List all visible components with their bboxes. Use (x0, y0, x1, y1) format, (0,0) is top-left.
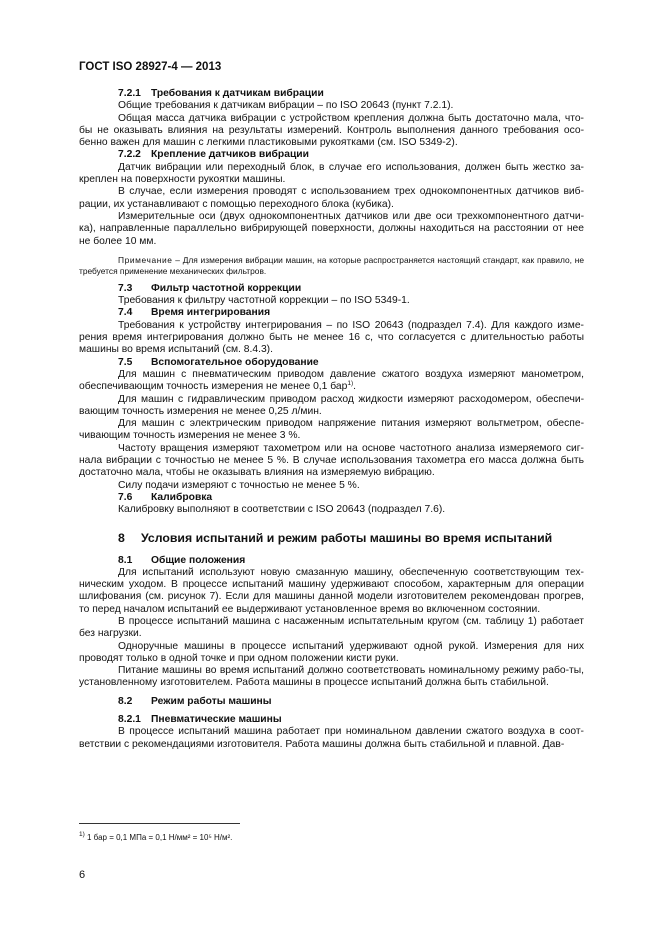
footnote-reference: 1) (347, 380, 354, 388)
section-title: Время интегрирования (151, 307, 271, 319)
heading-7-3 (79, 283, 584, 295)
paragraph: Калибровку выполняют в соответствии с ISO 20643 (подраздел 7.6). (118, 504, 446, 516)
heading-7-4 (79, 307, 584, 319)
note-text: – Для измерения вибрации машин, на которые распространяется настоящий стандарт, как правило, не требуется применение механических фильтров. (79, 254, 584, 276)
section-title: Крепление датчиков вибрации (151, 149, 309, 161)
paragraph: В процессе испытаний машина с насаженным испытательным кругом (см. таблицу 1) работает без нагрузки. (79, 615, 584, 640)
paragraph: Общие требования к датчикам вибрации – по ISO 20643 (пункт 7.2.1). (118, 100, 454, 112)
section-number: 8.2 (118, 695, 133, 707)
paragraph (79, 369, 584, 394)
paragraph: Датчик вибрации или переходный блок, в случае его использования, должен быть жестко за-креплен на поверхности рукоятки машины. (79, 161, 584, 186)
section-number: 7.3 (118, 282, 133, 294)
paragraph-text: Для машин с пневматическим приводом давление сжатого воздуха измеряют манометром, обеспечивающим точность измерения не менее 0,1 бар (79, 368, 584, 393)
section-number: 7.2.1 (118, 88, 141, 99)
note-label: Примечание (118, 254, 173, 265)
paragraph: Одноручные машины в процессе испытаний удерживают одной рукой. Измерения для них проводят только в одной точке и при одном положении кисти руки. (79, 640, 584, 664)
section-title: Режим работы машины (151, 695, 272, 707)
paragraph: Частоту вращения измеряют тахометром или на основе частотного анализа измеряемого сиг-нала вибрации с точностью не менее 5 %. В случае использования тахометра его масса должна быть достаточно мала, чтобы не оказывать влияния на измеряемую вибрацию. (79, 442, 584, 479)
paragraph: Для машин с электрическим приводом напряжение питания измеряют вольтметром, обеспе-чивающим точность измерения не менее 3 %. (79, 418, 584, 442)
heading-8-2 (79, 696, 584, 708)
section-title: Общие положения (151, 554, 246, 566)
section-number: 8.1 (118, 554, 133, 566)
paragraph: Силу подачи измеряют с точностью не менее 5 %. (118, 479, 360, 491)
section-number: 7.6 (118, 491, 133, 503)
footnote-text: 1 бар = 0,1 МПа = 0,1 Н/мм² = 10⁵ Н/м². (84, 833, 233, 842)
heading-7-6 (79, 492, 584, 504)
section-title: Калибровка (151, 491, 213, 503)
paragraph: В случае, если измерения проводят с использованием трех однокомпонентных датчиков виб-рации, их устанавливают с помощью переходного блока (кубика). (79, 186, 584, 210)
section-title: Требования к датчикам вибрации (151, 88, 324, 99)
heading-8-1 (79, 555, 584, 567)
footnote-separator (79, 823, 240, 824)
paragraph: В процессе испытаний машина работает при номинальном давлении сжатого воздуха в соот-ветствии с рекомендациями изготовителя. Работа машины должна быть стабильной и плавной. Дав- (79, 726, 584, 750)
paragraph-end: . (353, 381, 357, 393)
section-title: Пневматические машины (151, 714, 282, 726)
heading-7-2-2 (79, 149, 584, 161)
note (79, 255, 584, 277)
section-number: 8.2.1 (118, 714, 141, 726)
section-title: Условия испытаний и режим работы машины во время испытаний (141, 530, 553, 545)
paragraph: Питание машины во время испытаний должно соответствовать номинальному режиму рабо-ты, установленному изготовителем. Работа машины в процессе испытаний должна быть стабильной. (79, 665, 584, 689)
section-title: Фильтр частотной коррекции (151, 282, 302, 294)
paragraph: Для машин с гидравлическим приводом расход жидкости измеряют расходомером, обеспечи-вающим точность измерения не менее 0,25 л/мин. (79, 393, 584, 417)
paragraph: Измерительные оси (двух однокомпонентных датчиков или две оси трехкомпонентного датчи-ка), направленные параллельно вибрирующей поверхности, должны находиться на расстоянии от нее не более 10 мм. (79, 210, 584, 247)
heading-7-5 (79, 357, 584, 369)
section-number: 7.2.2 (118, 149, 141, 161)
paragraph: Требования к фильтру частотной коррекции – по ISO 5349-1. (118, 295, 410, 307)
paragraph: Общая масса датчика вибрации с устройством крепления должна быть достаточно мала, что-бы не оказывать влияния на результаты измерений. Контроль выполнения данного требования осо-бенно важен для машин с легкими пластиковыми рукоятками (см. ISO 5349-2). (79, 112, 584, 149)
document-header: ГОСТ ISO 28927-4 — 2013 (79, 61, 222, 73)
footnote-mark: 1) (79, 831, 85, 838)
document-body (79, 88, 584, 751)
heading-8 (79, 531, 584, 545)
heading-8-2-1 (79, 714, 584, 726)
paragraph: Для испытаний используют новую смазанную машину, обеспеченную соответствующим тех-ническим уходом. В процессе испытаний машину удерживают способом, характерным для операции шлифования (см. рисунок 7). Если для машины данной модели изготовителем рекомендован прогрев, то перед началом испытаний ее выдерживают установленное время во включенном состоянии. (79, 566, 584, 615)
section-number: 8 (118, 530, 125, 545)
footnote (79, 833, 232, 842)
section-number: 7.5 (118, 356, 133, 368)
section-title: Вспомогательное оборудование (151, 356, 319, 368)
paragraph: Требования к устройству интегрирования – по ISO 20643 (подраздел 7.4). Для каждого изме-рения время интегрирования должно быть не менее 16 с, что согласуется с длительностью работы машины во время испытаний (см. 8.4.3). (79, 319, 584, 356)
heading-7-2-1 (79, 88, 584, 100)
page-number: 6 (79, 869, 86, 881)
section-number: 7.4 (118, 307, 133, 319)
